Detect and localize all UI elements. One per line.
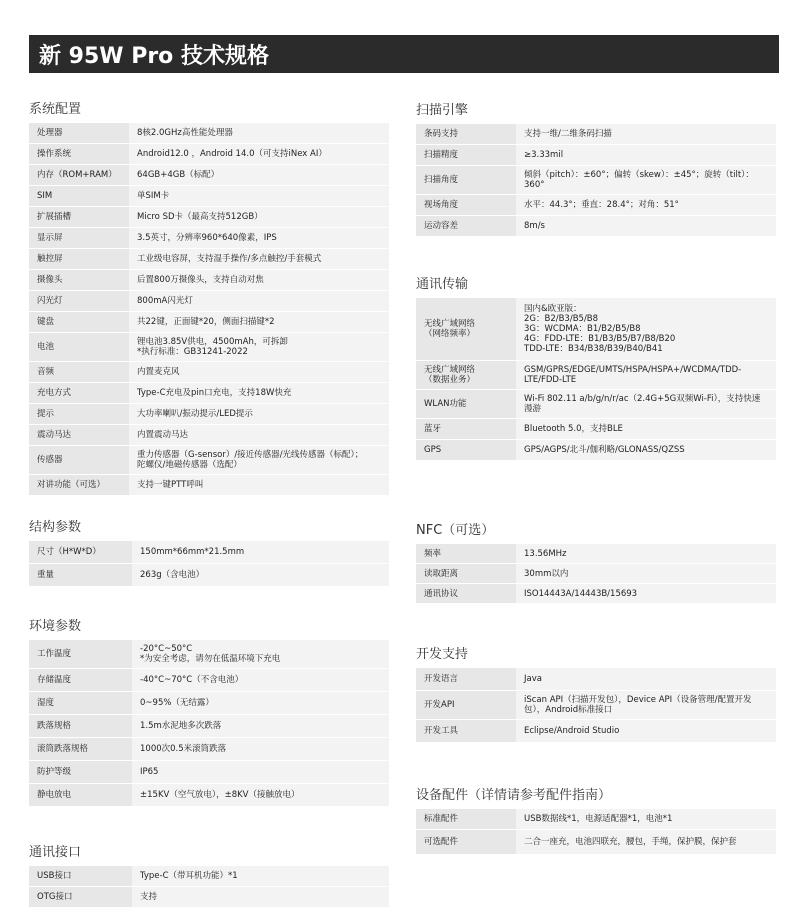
spec-key: 无线广域网络 （数据业务） (416, 361, 516, 389)
spec-key: 处理器 (29, 123, 129, 143)
spec-value: 支持一维/二维条码扫描 (516, 124, 776, 144)
spec-key: 传感器 (29, 446, 129, 474)
table-row (416, 668, 776, 690)
spec-key: 可选配件 (416, 830, 516, 854)
table-row (416, 361, 776, 389)
spec-value: Android12.0 ，Android 14.0（可支持iNex AI） (129, 144, 389, 164)
section-interface (29, 843, 389, 908)
spec-key: 滚筒跌落规格 (29, 738, 132, 760)
table-row (29, 866, 389, 886)
table-row (29, 541, 389, 563)
spec-key: 提示 (29, 404, 129, 424)
table-row (29, 249, 389, 269)
spec-key: 防护等级 (29, 761, 132, 783)
spec-value: Java (516, 668, 776, 690)
table-row (29, 270, 389, 290)
spec-table (29, 865, 389, 908)
spec-key: OTG接口 (29, 887, 132, 907)
spec-value: Type-C充电及pin口充电，支持18W快充 (129, 383, 389, 403)
spec-key: 显示屏 (29, 228, 129, 248)
table-row (29, 312, 389, 332)
table-row (416, 584, 776, 603)
table-row (29, 144, 389, 164)
spec-key: 电池 (29, 333, 129, 361)
section-title: 通讯传输 (416, 277, 469, 292)
spec-value: 内置震动马达 (129, 425, 389, 445)
table-row (29, 738, 389, 760)
spec-key: 湿度 (29, 692, 132, 714)
section-title: 系统配置 (29, 102, 82, 117)
section-system (29, 100, 389, 496)
table-row (29, 692, 389, 714)
spec-value: 后置800万摄像头，支持自动对焦 (129, 270, 389, 290)
table-row (29, 669, 389, 691)
table-row (416, 440, 776, 460)
table-row (416, 298, 776, 360)
spec-key: 运动容差 (416, 216, 516, 236)
spec-table (416, 543, 776, 604)
table-row (29, 564, 389, 586)
spec-value: -40°C~70°C（不含电池） (132, 669, 389, 691)
spec-value: 1000次0.5米滚筒跌落 (132, 738, 389, 760)
spec-key: 读取距离 (416, 564, 516, 583)
section-title: 环境参数 (29, 619, 82, 634)
spec-key: 重量 (29, 564, 132, 586)
spec-key: 开发语言 (416, 668, 516, 690)
spec-key: 条码支持 (416, 124, 516, 144)
spec-value: 800mA闪光灯 (129, 291, 389, 311)
table-row (29, 383, 389, 403)
table-row (416, 830, 776, 854)
spec-value: Micro SD卡（最高支持512GB） (129, 207, 389, 227)
spec-key: 工作温度 (29, 640, 132, 668)
spec-key: 对讲功能（可选） (29, 475, 129, 495)
table-row (29, 333, 389, 361)
spec-value: Bluetooth 5.0，支持BLE (516, 419, 776, 439)
spec-key: 操作系统 (29, 144, 129, 164)
table-row (29, 123, 389, 143)
spec-key: 尺寸（H*W*D） (29, 541, 132, 563)
spec-key: USB接口 (29, 866, 132, 886)
spec-value: 支持 (132, 887, 389, 907)
spec-value: 锂电池3.85V供电，4500mAh，可拆卸 *执行标准：GB31241-2022 (129, 333, 389, 361)
spec-key: 标准配件 (416, 809, 516, 829)
spec-key: GPS (416, 440, 516, 460)
spec-key: 蓝牙 (416, 419, 516, 439)
section-nfc (416, 521, 776, 604)
spec-value: 倾斜（pitch）：±60°；偏转（skew）：±45°；旋转（tilt）： 360° (516, 166, 776, 194)
spec-value: iScan API（扫描开发包），Device API（设备管理/配置开发 包），Android标准接口 (516, 691, 776, 719)
table-row (29, 425, 389, 445)
spec-key: 扫描角度 (416, 166, 516, 194)
spec-key: 音频 (29, 362, 129, 382)
spec-key: 闪光灯 (29, 291, 129, 311)
spec-key: 视场角度 (416, 195, 516, 215)
table-row (416, 720, 776, 742)
table-row (29, 291, 389, 311)
spec-key: 扩展插槽 (29, 207, 129, 227)
table-row (416, 390, 776, 418)
spec-key: 键盘 (29, 312, 129, 332)
spec-key: 通讯协议 (416, 584, 516, 603)
spec-table (29, 639, 389, 807)
spec-key: 开发API (416, 691, 516, 719)
spec-key: 充电方式 (29, 383, 129, 403)
table-row (29, 165, 389, 185)
spec-value: IP65 (132, 761, 389, 783)
table-row (29, 404, 389, 424)
spec-value: 单SIM卡 (129, 186, 389, 206)
spec-value: ±15KV（空气放电），±8KV（接触放电） (132, 784, 389, 806)
spec-table (416, 808, 776, 855)
spec-value: 国内&欧亚版： 2G：B2/B3/B5/B8 3G：WCDMA：B1/B2/B5/B8 4G：FDD-LTE：B1/B3/B5/B7/B8/B20 TDD-LTE：B34/B38/B39/B40/B41 (516, 298, 776, 360)
table-row (29, 207, 389, 227)
table-row (29, 186, 389, 206)
spec-value: USB数据线*1，电源适配器*1，电池*1 (516, 809, 776, 829)
spec-value: 13.56MHz (516, 544, 776, 563)
section-scan (416, 101, 776, 237)
spec-value: ISO14443A/14443B/15693 (516, 584, 776, 603)
spec-value: 内置麦克风 (129, 362, 389, 382)
table-row (29, 446, 389, 474)
spec-key: 开发工具 (416, 720, 516, 742)
table-row (416, 419, 776, 439)
spec-key: 静电放电 (29, 784, 132, 806)
spec-value: 重力传感器（G-sensor）/接近传感器/光线传感器（标配）； 陀螺仪/地磁传感器（选配） (129, 446, 389, 474)
table-row (29, 362, 389, 382)
spec-value: 大功率喇叭/振动提示/LED提示 (129, 404, 389, 424)
section-comm (416, 275, 776, 461)
table-row (29, 475, 389, 495)
spec-value: 263g（含电池） (132, 564, 389, 586)
spec-key: SIM (29, 186, 129, 206)
spec-value: 工业级电容屏，支持湿手操作/多点触控/手套模式 (129, 249, 389, 269)
table-row (29, 887, 389, 907)
spec-key: 扫描精度 (416, 145, 516, 165)
table-row (416, 544, 776, 563)
spec-value: GPS/AGPS/北斗/伽利略/GLONASS/QZSS (516, 440, 776, 460)
spec-key: 频率 (416, 544, 516, 563)
table-row (29, 715, 389, 737)
section-title: 开发支持 (416, 647, 469, 662)
spec-table (416, 667, 776, 743)
spec-value: Type-C（带耳机功能）*1 (132, 866, 389, 886)
spec-value: Wi-Fi 802.11 a/b/g/n/r/ac（2.4G+5G双频Wi-Fi），支持快速 漫游 (516, 390, 776, 418)
spec-key: 震动马达 (29, 425, 129, 445)
spec-value: -20°C~50°C *为安全考虑，请勿在低温环境下充电 (132, 640, 389, 668)
spec-key: 触控屏 (29, 249, 129, 269)
table-row (29, 228, 389, 248)
section-title: 通讯接口 (29, 845, 82, 860)
section-accessories (416, 786, 776, 855)
spec-key: WLAN功能 (416, 390, 516, 418)
spec-key: 存储温度 (29, 669, 132, 691)
spec-value: 8核2.0GHz高性能处理器 (129, 123, 389, 143)
spec-table (416, 297, 776, 461)
spec-value: Eclipse/Android Studio (516, 720, 776, 742)
spec-value: 二合一座充，电池四联充，腰包，手绳，保护膜，保护套 (516, 830, 776, 854)
spec-value: 150mm*66mm*21.5mm (132, 541, 389, 563)
table-row (416, 166, 776, 194)
table-row (416, 124, 776, 144)
table-row (416, 691, 776, 719)
section-dev (416, 645, 776, 743)
table-row (416, 195, 776, 215)
table-row (29, 784, 389, 806)
section-title: 结构参数 (29, 520, 82, 535)
spec-value: 64GB+4GB（标配） (129, 165, 389, 185)
table-row (416, 145, 776, 165)
table-row (29, 761, 389, 783)
table-row (416, 564, 776, 583)
spec-value: 30mm以内 (516, 564, 776, 583)
section-title: 设备配件（详情请参考配件指南） (416, 788, 612, 803)
spec-value: 共22键，正面键*20，侧面扫描键*2 (129, 312, 389, 332)
table-row (416, 809, 776, 829)
table-row (416, 216, 776, 236)
spec-value: 支持一键PTT呼叫 (129, 475, 389, 495)
section-structure (29, 518, 389, 587)
spec-key: 无线广域网络 （网络频率） (416, 298, 516, 360)
spec-key: 摄像头 (29, 270, 129, 290)
page-title: 新 95W Pro 技术规格 (29, 35, 779, 73)
spec-table (29, 540, 389, 587)
spec-key: 内存（ROM+RAM） (29, 165, 129, 185)
section-title: NFC（可选） (416, 523, 495, 538)
spec-value: 3.5英寸，分辨率960*640像素，IPS (129, 228, 389, 248)
spec-value: 8m/s (516, 216, 776, 236)
spec-value: GSM/GPRS/EDGE/UMTS/HSPA/HSPA+/WCDMA/TDD- LTE/FDD-LTE (516, 361, 776, 389)
spec-value: 水平：44.3°；垂直：28.4°；对角：51° (516, 195, 776, 215)
section-environment (29, 617, 389, 807)
spec-value: 0~95%（无结露） (132, 692, 389, 714)
section-title: 扫描引擎 (416, 103, 469, 118)
spec-table (29, 122, 389, 496)
spec-value: 1.5m水泥地多次跌落 (132, 715, 389, 737)
table-row (29, 640, 389, 668)
spec-key: 跌落规格 (29, 715, 132, 737)
spec-value: ≥3.33mil (516, 145, 776, 165)
spec-table (416, 123, 776, 237)
